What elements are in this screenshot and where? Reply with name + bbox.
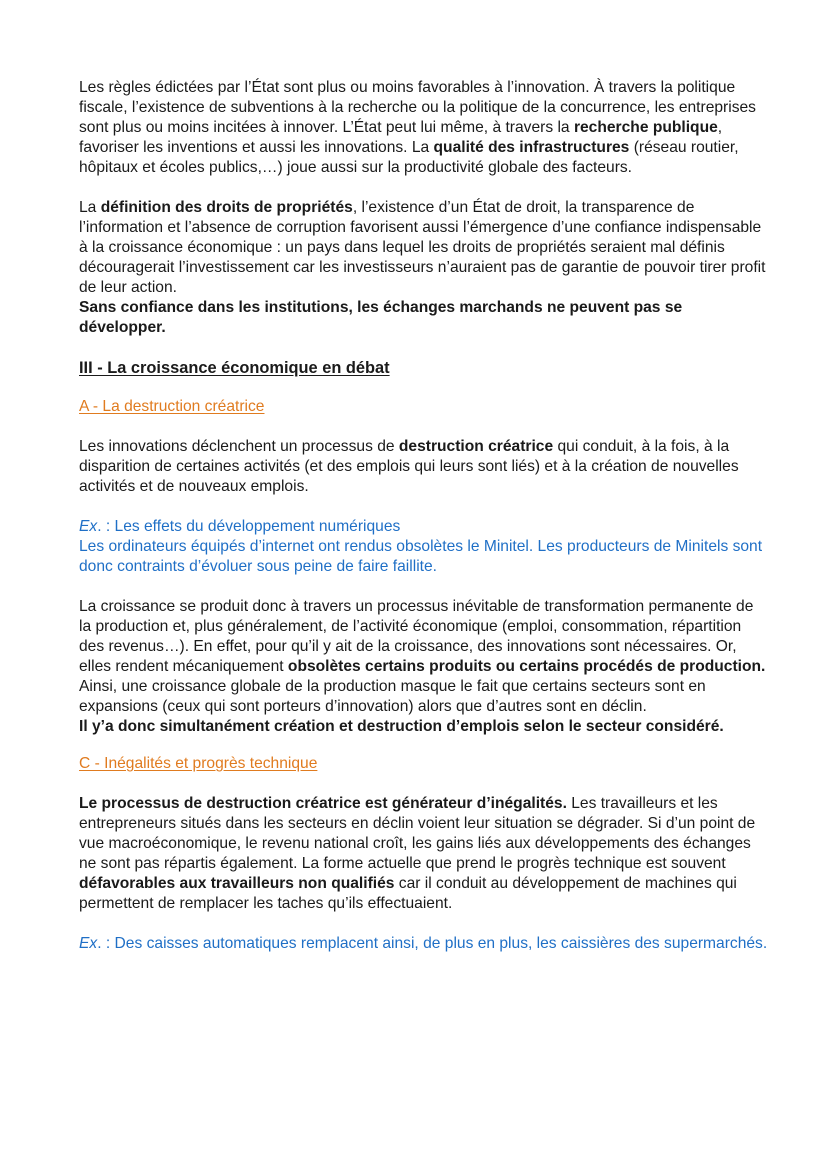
text: , favoriser les inventions et aussi les innovations. La (79, 119, 723, 156)
paragraph-state-rules (79, 78, 768, 178)
text: (réseau routier, hôpitaux et écoles publics,…) joue aussi sur la productivité globale des facteurs. (79, 139, 739, 176)
section-heading: III - La croissance économique en débat (79, 359, 390, 377)
subsection-heading-a: A - La destruction créatrice (79, 398, 265, 415)
text: La croissance se produit donc à travers un processus inévitable de transformation permanente de la production et, plus généralement, de l’activité économique (emploi, consommation, répartition des revenus…). En effet, pour qu’il y ait de la croissance, des innovations sont nécessaires. Or, elles rendent mécaniquement (79, 598, 754, 675)
bold-text: recherche publique (573, 119, 718, 136)
text: Les travailleurs et les entrepreneurs situés dans les secteurs en déclin voient leur situation se dégrader. Si d’un point de vue macroéconomique, le revenu national croît, les gains liés aux développements des échanges ne sont pas répartis également. La forme actuelle que prend le progrès technique est souvent (79, 795, 756, 872)
bold-text: défavorables aux travailleurs non qualifiés (79, 875, 395, 892)
bold-text: Il y’a donc simultanément création et destruction d’emplois selon le secteur considéré. (79, 718, 724, 735)
example-prefix: Ex (79, 935, 98, 952)
text: , l’existence d’un État de droit, la transparence de l’information et l’absence de corruption favorisent aussi l’émergence d’une confiance indispensable à la croissance économique : un pays dans lequel les droits de propriétés seraient mal définis découragerait l’investissement car les investisseurs n’auraient pas de garantie de pouvoir tirer profit de leur action. (79, 199, 766, 296)
paragraph-confidence-conclusion (79, 298, 768, 338)
text: Ainsi, une croissance globale de la production masque le fait que certains secteurs sont en expansions (ceux qui sont porteurs d’innovation) alors que d’autres sont en déclin. (79, 678, 706, 715)
subsection-heading-c: C - Inégalités et progrès technique (79, 755, 318, 772)
bold-text: définition des droits de propriétés (100, 199, 353, 216)
bold-text: Le processus de destruction créatrice est générateur d’inégalités. (79, 795, 567, 812)
example-digital-detail: Les ordinateurs équipés d’internet ont rendus obsolètes le Minitel. Les producteurs de Minitels sont donc contraints d’évoluer sous peine de faire faillite. (79, 538, 763, 575)
paragraph-inequalities (79, 794, 768, 914)
paragraph-property-rights (79, 198, 768, 298)
bold-text: qualité des infrastructures (433, 139, 630, 156)
paragraph-growth-process (79, 597, 768, 717)
text: car il conduit au développement de machines qui permettent de remplacer les taches qu’ils effectuaient. (79, 875, 737, 912)
text: Les règles édictées par l’État sont plus ou moins favorables à l’innovation. À travers la politique fiscale, l’existence de subventions à la recherche ou la politique de la concurrence, les entreprises sont plus ou moins incitées à innover. L’État peut lui même, à travers la (79, 79, 756, 136)
example-digital (79, 517, 768, 537)
bold-text: Sans confiance dans les institutions, les échanges marchands ne peuvent pas se développer. (79, 299, 683, 336)
text: qui conduit, à la fois, à la disparition de certaines activités (et des emplois qui leurs sont liés) et à la création de nouvelles activités et de nouveaux emplois. (79, 438, 739, 495)
bold-text: obsolètes certains produits ou certains procédés de production. (287, 658, 766, 675)
paragraph-creative-destruction (79, 437, 768, 497)
bold-text: destruction créatrice (398, 438, 554, 455)
text: Les innovations déclenchent un processus de (79, 438, 399, 455)
example-prefix: Ex (79, 518, 98, 535)
text: . : Les effets du développement numériques (97, 518, 401, 535)
text: . : Des caisses automatiques remplacent ainsi, de plus en plus, les caissières des supermarchés. (97, 935, 768, 952)
text: La (79, 199, 101, 216)
paragraph-growth-conclusion (79, 717, 768, 737)
example-cashiers (79, 934, 768, 954)
